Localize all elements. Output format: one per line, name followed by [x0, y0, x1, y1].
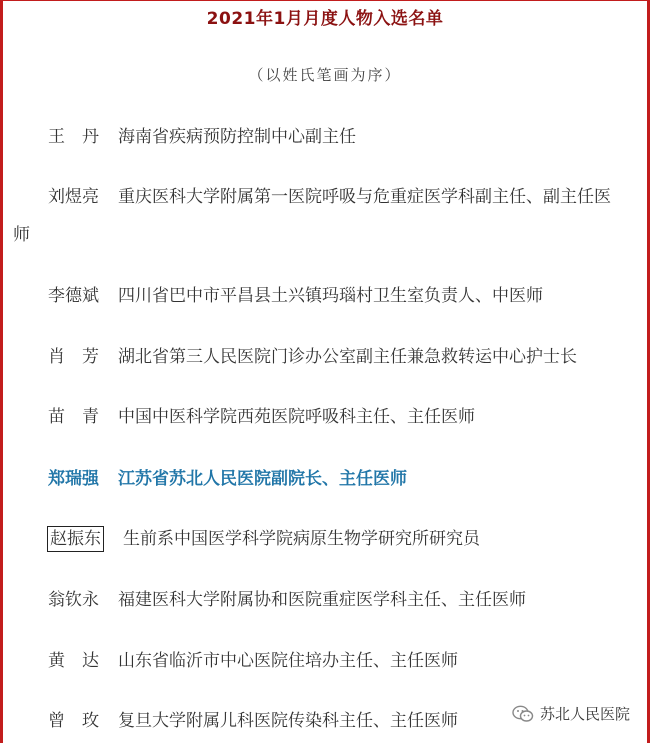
person-role: 海南省疾病预防控制中心副主任: [118, 127, 356, 147]
person-name: 郑瑞强: [48, 469, 99, 489]
person-role: 重庆医科大学附属第一医院呼吸与危重症医学科副主任、副主任医: [118, 187, 611, 207]
list-item: [48, 177, 644, 218]
person-role: 生前系中国医学科学院病原生物学研究所研究员: [123, 529, 480, 549]
list-item: [48, 337, 644, 378]
person-name: 刘煜亮: [48, 187, 99, 207]
role-continuation: 师: [13, 225, 30, 245]
watermark: [512, 703, 630, 724]
person-role: 江苏省苏北人民医院副院长、主任医师: [118, 469, 407, 489]
wechat-icon: [512, 705, 534, 723]
person-name: 苗 青: [48, 407, 99, 427]
person-name: 曾 玫: [48, 711, 99, 731]
person-name: 肖 芳: [48, 347, 99, 367]
page-title: 2021年1月月度人物入选名单: [206, 9, 444, 29]
person-role: 福建医科大学附属协和医院重症医学科主任、主任医师: [118, 590, 526, 610]
person-name: 李德斌: [48, 286, 99, 306]
person-name: 王 丹: [48, 127, 99, 147]
watermark-text: 苏北人民医院: [539, 705, 630, 723]
list-item: [48, 117, 644, 158]
person-role: 中国中医科学院西苑医院呼吸科主任、主任医师: [118, 407, 475, 427]
list-item: [48, 397, 644, 438]
person-name: 翁钦永: [48, 590, 99, 610]
person-name: 赵振东: [47, 526, 104, 552]
person-role: 四川省巴中市平昌县土兴镇玛瑙村卫生室负责人、中医师: [118, 286, 543, 306]
person-role: 湖北省第三人民医院门诊办公室副主任兼急救转运中心护士长: [118, 347, 577, 367]
list-item: [48, 276, 644, 317]
list-item-highlighted: [48, 459, 644, 500]
person-name: 黄 达: [48, 651, 99, 671]
list-item: [48, 580, 644, 621]
list-item: [48, 519, 644, 560]
page-subtitle: （以姓氏笔画为序）: [248, 66, 402, 84]
list-item: [48, 641, 644, 682]
person-role: 山东省临沂市中心医院住培办主任、主任医师: [118, 651, 458, 671]
person-role: 复旦大学附属儿科医院传染科主任、主任医师: [118, 711, 458, 731]
